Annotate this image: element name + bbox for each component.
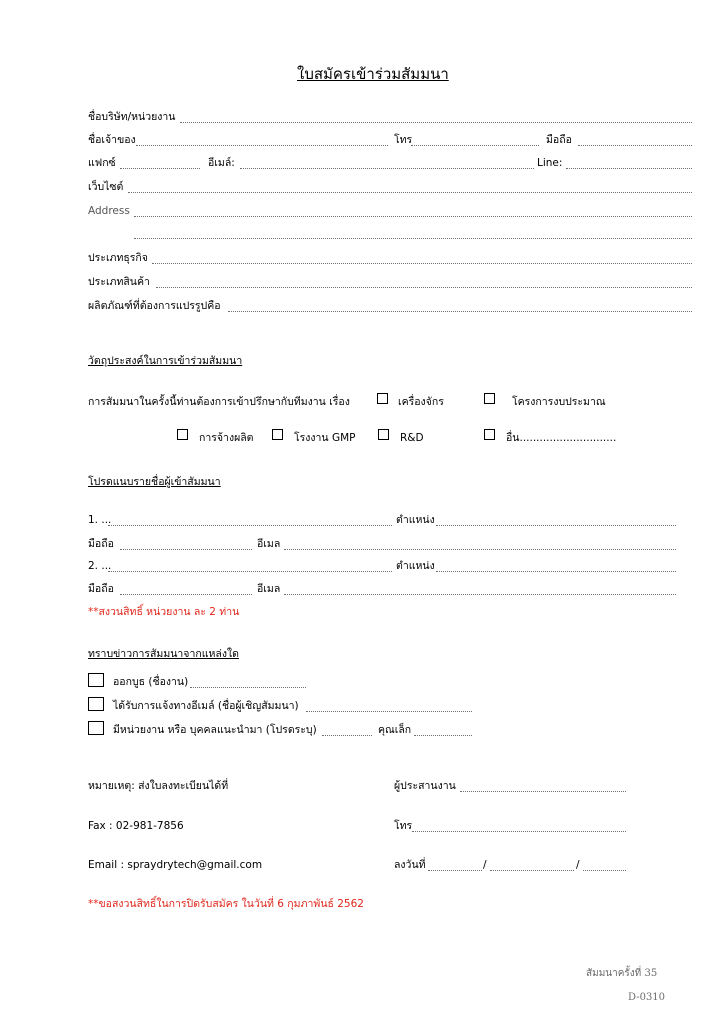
footer-phone-label: โทร — [394, 820, 413, 832]
rnd-checkbox[interactable] — [378, 429, 389, 440]
gmp-factory-checkbox[interactable] — [272, 429, 283, 440]
attendee2-name-field[interactable] — [108, 571, 392, 572]
line-label: Line: — [537, 157, 563, 169]
form-title: ใบสมัครเข้าร่วมสัมมนา — [297, 65, 449, 83]
attendee1-position-field[interactable] — [436, 525, 676, 526]
attendee2-position-label: ตำแหน่ง — [396, 560, 435, 572]
date-year-field[interactable] — [583, 870, 626, 871]
attendee2-email-label: อีเมล — [257, 583, 281, 595]
phone-label: โทร — [394, 134, 413, 146]
referral-field[interactable] — [322, 735, 372, 736]
budget-project-checkbox[interactable] — [484, 393, 495, 404]
attendee2-mobile-field[interactable] — [120, 594, 252, 595]
company-field[interactable] — [180, 122, 692, 123]
phone-field[interactable] — [411, 145, 539, 146]
owner-field[interactable] — [136, 145, 388, 146]
machinery-label: เครื่องจักร — [398, 396, 444, 408]
seminar-number: สัมมนาครั้งที่ 35 — [586, 968, 658, 979]
business-type-field[interactable] — [152, 263, 692, 264]
website-field[interactable] — [128, 192, 692, 193]
attendee1-email-field[interactable] — [284, 549, 676, 550]
address-label: Address — [88, 205, 130, 217]
coordinator-label: ผู้ประสานงาน — [394, 780, 456, 792]
footer-phone-field[interactable] — [412, 831, 626, 832]
attendee1-name-field[interactable] — [108, 525, 392, 526]
address-field-2[interactable] — [134, 238, 692, 239]
product-process-field[interactable] — [228, 311, 692, 312]
attendee2-email-field[interactable] — [284, 594, 676, 595]
date-label: ลงวันที่ — [394, 859, 426, 871]
booth-checkbox[interactable] — [88, 673, 104, 687]
company-label: ชื่อบริษัท/หน่วยงาน — [88, 111, 176, 123]
date-month-field[interactable] — [490, 870, 574, 871]
booth-field[interactable] — [190, 687, 306, 688]
mobile-field[interactable] — [578, 145, 692, 146]
source-heading: ทราบข่าวการสัมมนาจากแหล่งใด — [88, 648, 239, 660]
date-day-field[interactable] — [428, 870, 482, 871]
fax-field[interactable] — [120, 168, 200, 169]
email-label: อีเมล์: — [208, 157, 235, 169]
email-field[interactable] — [240, 168, 534, 169]
purpose-heading: วัตถุประสงค์ในการเข้าร่วมสัมมนา — [88, 355, 243, 367]
attendee2-label: 2. ... — [88, 560, 112, 572]
attendee1-email-label: อีเมล — [257, 538, 281, 550]
attendee2-mobile-label: มือถือ — [88, 583, 114, 595]
deadline-note: **ขอสงวนสิทธิ์ในการปิดรับสมัคร ในวันที่ 6 กุมภาพันธ์ 2562 — [88, 898, 364, 910]
attendee1-position-label: ตำแหน่ง — [396, 514, 435, 526]
booth-label: ออกบูธ (ชื่องาน) — [113, 676, 189, 688]
gmp-factory-label: โรงงาน GMP — [294, 432, 356, 444]
product-process-label: ผลิตภัณฑ์ที่ต้องการแปรรูปคือ — [88, 300, 221, 312]
rnd-label: R&D — [400, 432, 424, 444]
email-invite-label: ได้รับการแจ้งทางอีเมล์ (ชื่อผู้เชิญสัมมนา) — [113, 700, 299, 712]
product-type-label: ประเภทสินค้า — [88, 276, 150, 288]
attendee2-position-field[interactable] — [436, 571, 676, 572]
business-type-label: ประเภทธุรกิจ — [88, 252, 148, 264]
contact-email: Email : spraydrytech@gmail.com — [88, 859, 263, 871]
contract-manufacturing-label: การจ้างผลิต — [199, 432, 254, 444]
mobile-label: มือถือ — [546, 134, 572, 146]
date-slash-1: / — [483, 859, 487, 871]
website-label: เว็บไซต์ — [88, 181, 124, 193]
email-invite-field[interactable] — [306, 711, 472, 712]
attendee1-label: 1. ... — [88, 514, 112, 526]
document-code: D-0310 — [628, 992, 666, 1003]
purpose-question: การสัมมนาในครั้งนี้ท่านต้องการเข้าปรึกษากับทีมงาน เรื่อง — [88, 396, 350, 408]
address-field-1[interactable] — [134, 216, 692, 217]
line-field[interactable] — [566, 168, 692, 169]
product-type-field[interactable] — [156, 287, 692, 288]
attendees-heading: โปรดแนบรายชื่อผู้เข้าสัมมนา — [88, 476, 221, 488]
owner-label: ชื่อเจ้าของ — [88, 134, 136, 146]
attendee1-mobile-field[interactable] — [120, 549, 252, 550]
fax-number: Fax : 02-981-7856 — [88, 820, 184, 832]
referral-label: มีหน่วยงาน หรือ บุคคลแนะนำมา (โปรดระบุ) — [113, 724, 317, 736]
contract-manufacturing-checkbox[interactable] — [177, 429, 188, 440]
referral-name: คุณเล็ก — [378, 724, 412, 736]
fax-label: แฟกซ์ — [88, 157, 116, 169]
referral-checkbox[interactable] — [88, 721, 104, 735]
submission-note: หมายเหตุ: ส่งใบลงทะเบียนได้ที่ — [88, 780, 229, 792]
machinery-checkbox[interactable] — [377, 393, 388, 404]
attendee-limit-note: **สงวนสิทธิ์ หน่วยงาน ละ 2 ท่าน — [88, 606, 240, 618]
email-invite-checkbox[interactable] — [88, 697, 104, 711]
referral-name-field[interactable] — [414, 735, 472, 736]
other-checkbox[interactable] — [484, 429, 495, 440]
attendee1-mobile-label: มือถือ — [88, 538, 114, 550]
date-slash-2: / — [576, 859, 580, 871]
coordinator-field[interactable] — [460, 791, 626, 792]
budget-project-label: โครงการงบประมาณ — [512, 396, 606, 408]
other-label: อื่น............................. — [506, 432, 617, 444]
